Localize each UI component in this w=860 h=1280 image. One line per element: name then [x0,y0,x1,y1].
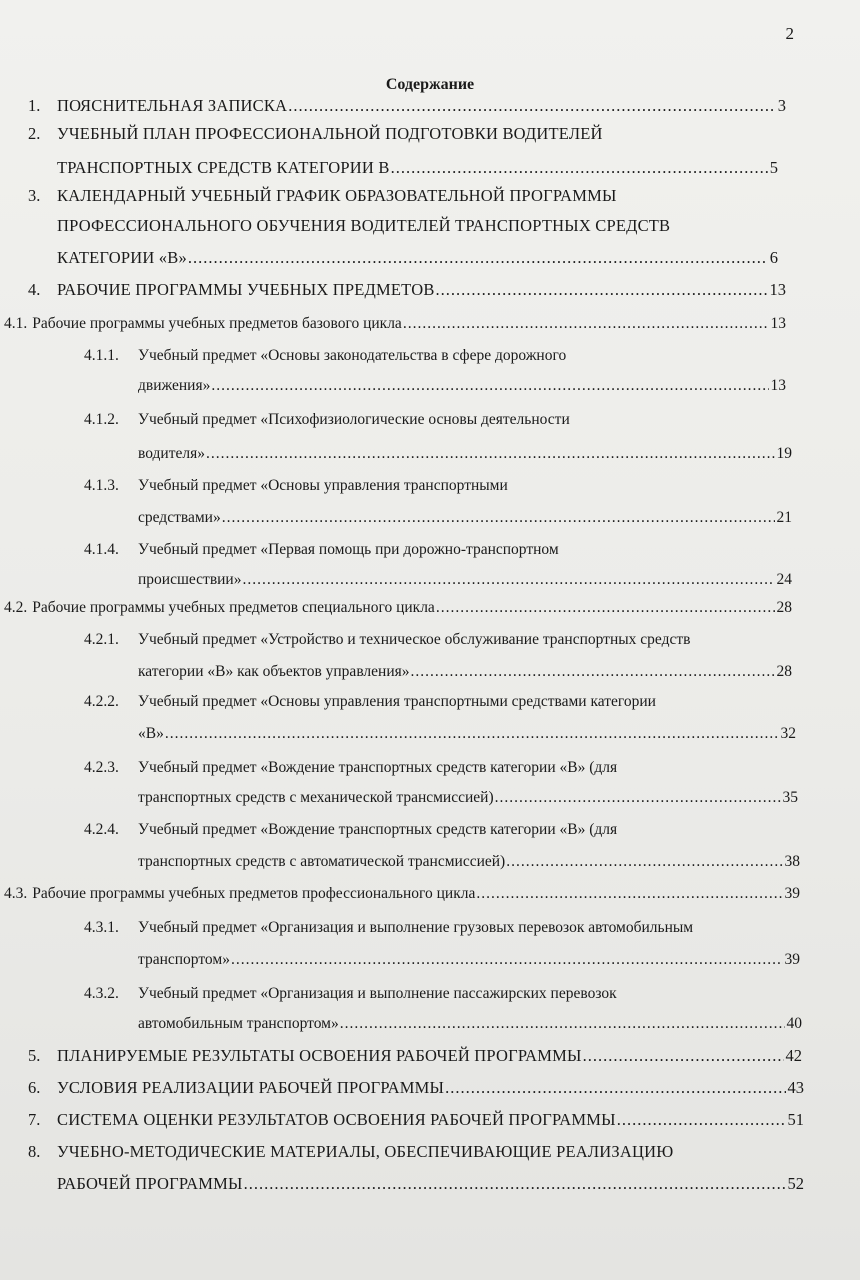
toc-entry-5 [28,1046,802,1070]
toc-entry-1 [28,96,786,120]
toc-entry-number: 4.1.2. [84,411,119,428]
dot-leader [188,248,768,268]
toc-entry-title: ТРАНСПОРТНЫХ СРЕДСТВ КАТЕГОРИИ В [57,158,390,177]
toc-entry-number: 4.3.2. [84,985,119,1002]
toc-entry-title: автомобильным транспортом» [138,1015,339,1032]
toc-entry-6 [28,1078,804,1102]
toc-entry-4-2-2 [84,692,796,746]
toc-entry-title: Учебный предмет «Устройство и техническое обслуживание транспортных средств [138,631,691,648]
dot-leader [242,570,774,590]
toc-page-number: 42 [785,1046,802,1065]
toc-page-number: 3 [777,96,786,115]
toc-entry-title: движения» [138,377,211,394]
toc-entry-title: Учебный предмет «Первая помощь при дорожно-транспортном [138,541,559,558]
toc-entry-title: «В» [138,725,164,742]
toc-entry-title: РАБОЧИЕ ПРОГРАММЫ УЧЕБНЫХ ПРЕДМЕТОВ [57,280,435,299]
dot-leader [288,96,776,116]
toc-entry-number: 4.2. [4,599,28,616]
toc-page-number: 13 [770,377,786,394]
dot-leader [403,314,769,334]
toc-page-number: 43 [787,1078,804,1097]
toc-page-number: 35 [782,789,798,806]
toc-page-number: 24 [776,571,792,588]
dot-leader [391,158,768,178]
dot-leader [445,1078,785,1098]
toc-page-number: 52 [787,1174,804,1193]
dot-leader [231,950,783,970]
toc-entry-number: 7. [28,1110,41,1129]
toc-page-number: 32 [780,725,796,742]
toc-entry-title: УЧЕБНЫЙ ПЛАН ПРОФЕССИОНАЛЬНОЙ ПОДГОТОВКИ ВОДИТЕЛЕЙ [57,124,603,143]
toc-page-number: 51 [787,1110,804,1129]
page-number: 2 [785,24,794,43]
toc-page-number: 40 [786,1015,802,1032]
dot-leader [165,724,779,744]
toc-page-number: 39 [784,951,800,968]
toc-entry-title: Рабочие программы учебных предметов базового цикла [32,315,402,332]
toc-entry-number: 4.2.1. [84,631,119,648]
dot-leader [436,280,768,300]
toc-page-number: 13 [770,315,786,332]
toc-entry-number: 3. [28,186,41,205]
toc-entry-4-2-3 [84,758,798,812]
toc-page-number: 28 [776,599,792,616]
toc-entry-number: 4.1. [4,315,28,332]
toc-page-number: 19 [776,445,792,462]
toc-entry-title: РАБОЧЕЙ ПРОГРАММЫ [57,1174,243,1193]
toc-entry-number: 1. [28,96,41,115]
toc-page-number: 28 [776,663,792,680]
toc-entry-title: КАТЕГОРИИ «В» [57,248,187,267]
toc-entry-title: Учебный предмет «Основы управления транспортными средствами категории [138,693,656,710]
toc-entry-4-1-3 [84,476,792,530]
toc-page-number: 5 [769,158,778,177]
toc-entry-number: 4.3.1. [84,919,119,936]
toc-entry-4-1-2 [84,410,792,464]
toc-entry-number: 4.1.4. [84,541,119,558]
toc-entry-title: категории «В» как объектов управления» [138,663,410,680]
toc-entry-7 [28,1110,804,1134]
dot-leader [436,598,775,618]
toc-page-number: 38 [784,853,800,870]
toc-entry-2 [28,124,778,184]
dot-leader [244,1174,786,1194]
toc-entry-8 [28,1142,804,1202]
dot-leader [495,788,781,808]
dot-leader [617,1110,786,1130]
toc-entry-title: УЧЕБНО-МЕТОДИЧЕСКИЕ МАТЕРИАЛЫ, ОБЕСПЕЧИВАЮЩИЕ РЕАЛИЗАЦИЮ [57,1142,674,1161]
toc-entry-title: транспортных средств с механической трансмиссией) [138,789,494,806]
toc-entry-4-2-1 [84,630,792,684]
dot-leader [476,884,782,904]
dot-leader [583,1046,784,1066]
toc-entry-title: ПЛАНИРУЕМЫЕ РЕЗУЛЬТАТЫ ОСВОЕНИЯ РАБОЧЕЙ ПРОГРАММЫ [57,1046,582,1065]
toc-entry-number: 4.2.3. [84,759,119,776]
toc-entry-title: ПОЯСНИТЕЛЬНАЯ ЗАПИСКА [57,96,288,115]
dot-leader [411,662,775,682]
dot-leader [206,444,775,464]
toc-entry-number: 5. [28,1046,41,1065]
toc-entry-4-1 [4,314,786,338]
toc-entry-title: Учебный предмет «Организация и выполнение грузовых перевозок автомобильным [138,919,694,936]
toc-entry-4 [28,280,786,304]
toc-entry-title: Рабочие программы учебных предметов профессионального цикла [32,885,476,902]
toc-entry-title: КАЛЕНДАРНЫЙ УЧЕБНЫЙ ГРАФИК ОБРАЗОВАТЕЛЬНОЙ ПРОГРАММЫ [57,186,617,205]
toc-entry-4-1-4 [84,540,792,594]
toc-entry-4-2 [4,598,792,622]
toc-entry-title: ПРОФЕССИОНАЛЬНОГО ОБУЧЕНИЯ ВОДИТЕЛЕЙ ТРАНСПОРТНЫХ СРЕДСТВ [57,216,671,235]
toc-entry-title: транспортных средств с автоматической трансмиссией) [138,853,506,870]
toc-entry-number: 4.2.2. [84,693,119,710]
toc-entry-4-3 [4,884,800,908]
toc-entry-title: УСЛОВИЯ РЕАЛИЗАЦИИ РАБОЧЕЙ ПРОГРАММЫ [57,1078,445,1097]
dot-leader [211,376,768,396]
toc-entry-number: 6. [28,1078,41,1097]
toc-entry-title: Рабочие программы учебных предметов специального цикла [32,599,435,616]
toc-entry-4-3-1 [84,918,800,972]
dot-leader [222,508,775,528]
page-title: Содержание [385,76,475,93]
toc-page-number: 13 [769,280,786,299]
toc-entry-title: Учебный предмет «Вождение транспортных средств категории «В» (для [138,821,618,838]
toc-entry-title: средствами» [138,509,221,526]
toc-page-number: 21 [776,509,792,526]
toc-entry-title: Учебный предмет «Основы законодательства в сфере дорожного [138,347,567,364]
toc-entry-number: 8. [28,1142,41,1161]
toc-entry-title: Учебный предмет «Психофизиологические основы деятельности [138,411,570,428]
toc-entry-number: 4.1.1. [84,347,119,364]
toc-entry-3 [28,186,778,276]
dot-leader [340,1014,785,1034]
toc-page-number: 6 [769,248,778,267]
toc-page-number: 39 [784,885,800,902]
toc-entry-number: 4.3. [4,885,28,902]
toc-entry-title: Учебный предмет «Вождение транспортных средств категории «В» (для [138,759,618,776]
toc-entry-number: 2. [28,124,41,143]
toc-entry-title: происшествии» [138,571,242,588]
toc-entry-4-2-4 [84,820,800,874]
toc-entry-number: 4. [28,280,41,299]
toc-entry-title: Учебный предмет «Организация и выполнение пассажирских перевозок [138,985,617,1002]
toc-entry-title: Учебный предмет «Основы управления транспортными [138,477,508,494]
toc-entry-number: 4.2.4. [84,821,119,838]
dot-leader [506,852,782,872]
toc-entry-4-3-2 [84,984,802,1038]
toc-entry-number: 4.1.3. [84,477,119,494]
toc-entry-title: транспортом» [138,951,230,968]
toc-entry-4-1-1 [84,346,786,400]
toc-entry-title: водителя» [138,445,205,462]
toc-entry-title: СИСТЕМА ОЦЕНКИ РЕЗУЛЬТАТОВ ОСВОЕНИЯ РАБОЧЕЙ ПРОГРАММЫ [57,1110,616,1129]
